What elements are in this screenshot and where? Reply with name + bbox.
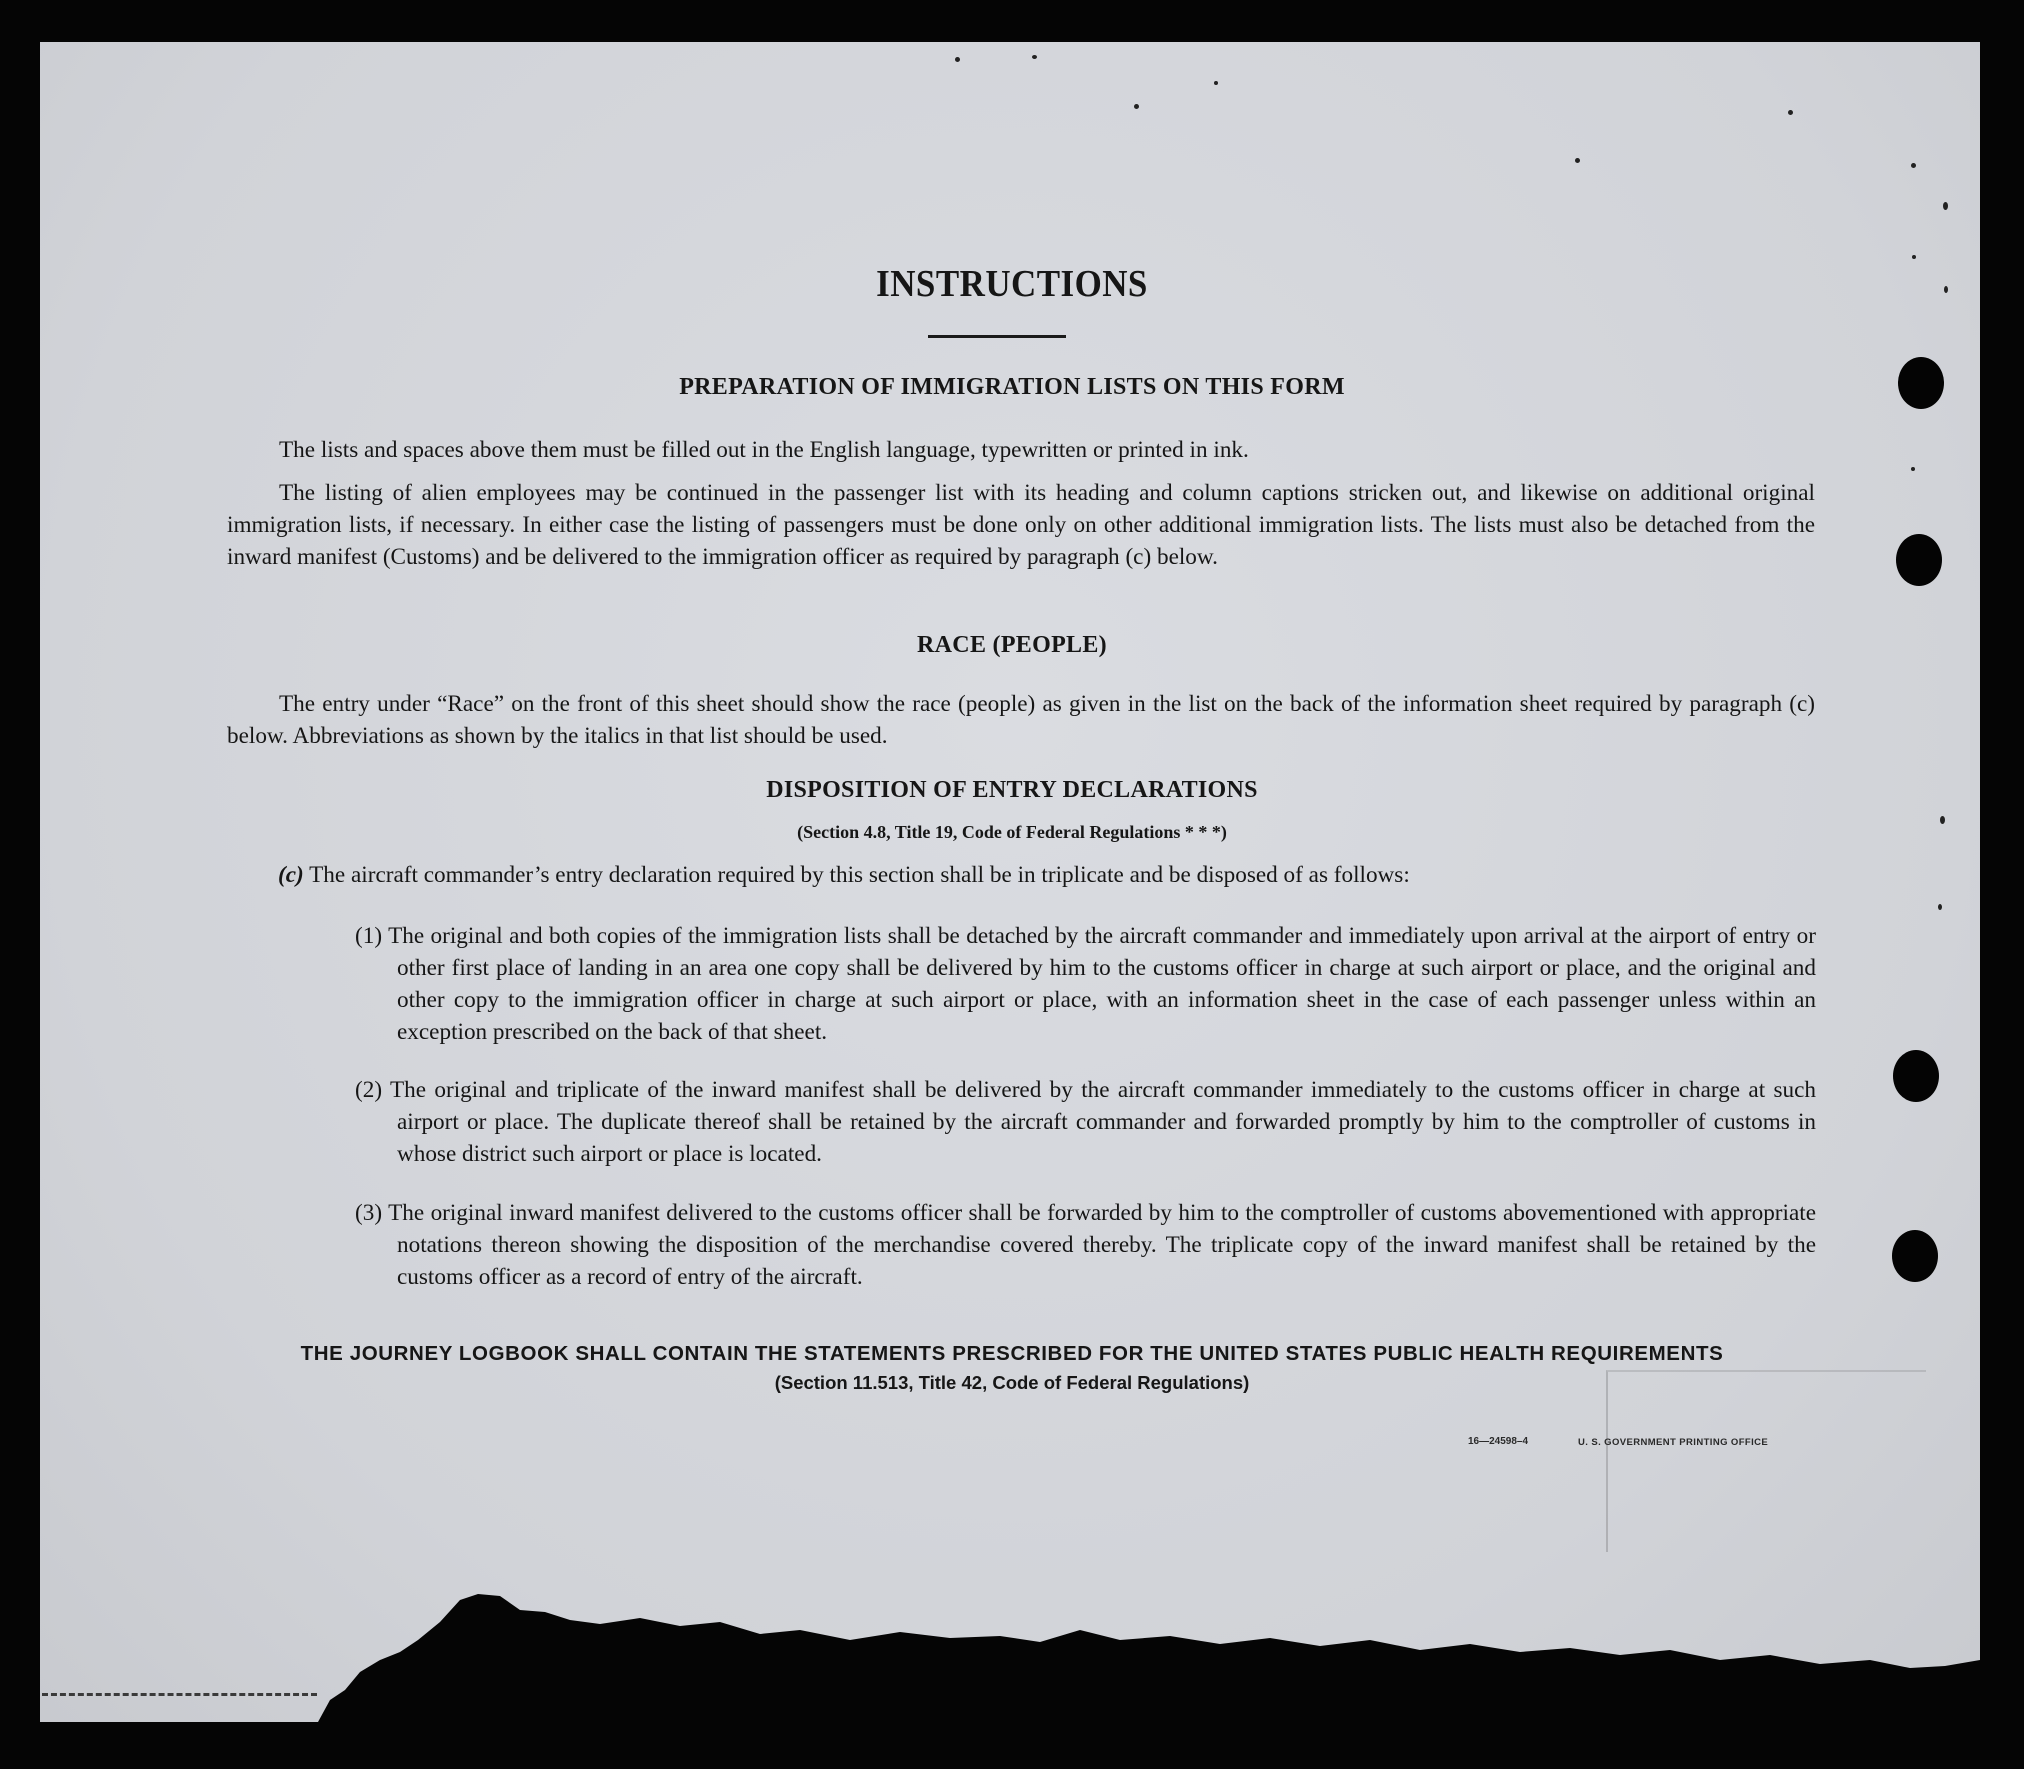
disposition-item-2	[327, 1074, 1816, 1170]
footer-statement: THE JOURNEY LOGBOOK SHALL CONTAIN THE STATEMENTS PRESCRIBED FOR THE UNITED STATES PUBLIC HEALTH REQUIREMENTS	[300, 1342, 1724, 1365]
disposition-intro	[278, 859, 1816, 891]
print-code: 16—24598–4	[1468, 1436, 1529, 1447]
item-marker: (1)	[355, 923, 383, 949]
disposition-item-3	[327, 1197, 1816, 1293]
title-underline	[928, 335, 1066, 338]
item-marker: (3)	[355, 1200, 383, 1226]
race-paragraph: The entry under “Race” on the front of this sheet should show the race (people) as given in the list on the back of the information sheet required by paragraph (c) below. Abbreviations as shown by the italics in that list should be used.	[227, 691, 1815, 749]
section-heading-race: RACE (PEOPLE)	[917, 632, 1107, 658]
preparation-paragraph-2: The listing of alien employees may be continued in the passenger list with its heading and column captions stricken out, and likewise on additional original immigration lists, if necessary. In either case the listing of passengers must be done only on other additional immigration lists. The lists must also be detached from the inward manifest (Customs) and be delivered to the immigration officer as required by paragraph (c) below.	[227, 480, 1815, 570]
preparation-paragraph-1: The lists and spaces above them must be filled out in the English language, typewritten or printed in ink.	[279, 437, 1249, 463]
disposition-intro-text: The aircraft commander’s entry declaration required by this section shall be in triplicate and be disposed of as follows:	[309, 862, 1410, 888]
disposition-citation: (Section 4.8, Title 19, Code of Federal Regulations * * *)	[797, 822, 1227, 842]
section-heading-disposition: DISPOSITION OF ENTRY DECLARATIONS	[766, 777, 1258, 803]
item-marker: (2)	[355, 1077, 383, 1103]
disposition-item-1	[327, 920, 1816, 1048]
item-text: The original inward manifest delivered to the customs officer shall be forwarded by him to the comptroller of customs abovementioned with appropriate notations thereon showing the disposition of the merchandise covered thereby. The triplicate copy of the inward manifest shall be retained by the customs officer as a record of entry of the aircraft.	[388, 1200, 1816, 1290]
item-text: The original and both copies of the immigration lists shall be detached by the aircraft commander and immediately upon arrival at the airport of entry or other first place of landing in an area one copy shall be delivered by him to the customs officer in charge at such airport or place, and the original and other copy to the immigration officer in charge at such airport or place, with an information sheet in the case of each passenger unless within an exception prescribed on the back of that sheet.	[388, 923, 1816, 1045]
item-text: The original and triplicate of the inward manifest shall be delivered by the aircraft commander immediately to the customs officer in charge at such airport or place. The duplicate thereof shall be retained by the aircraft commander and forwarded promptly by him to the comptroller of customs in whose district such airport or place is located.	[389, 1077, 1816, 1167]
footer-citation: (Section 11.513, Title 42, Code of Federal Regulations)	[774, 1372, 1250, 1393]
section-heading-preparation: PREPARATION OF IMMIGRATION LISTS ON THIS FORM	[679, 374, 1345, 400]
paragraph-marker: (c)	[278, 862, 304, 888]
printer-name: U. S. GOVERNMENT PRINTING OFFICE	[1578, 1437, 1769, 1448]
document-title: INSTRUCTIONS	[876, 263, 1148, 305]
